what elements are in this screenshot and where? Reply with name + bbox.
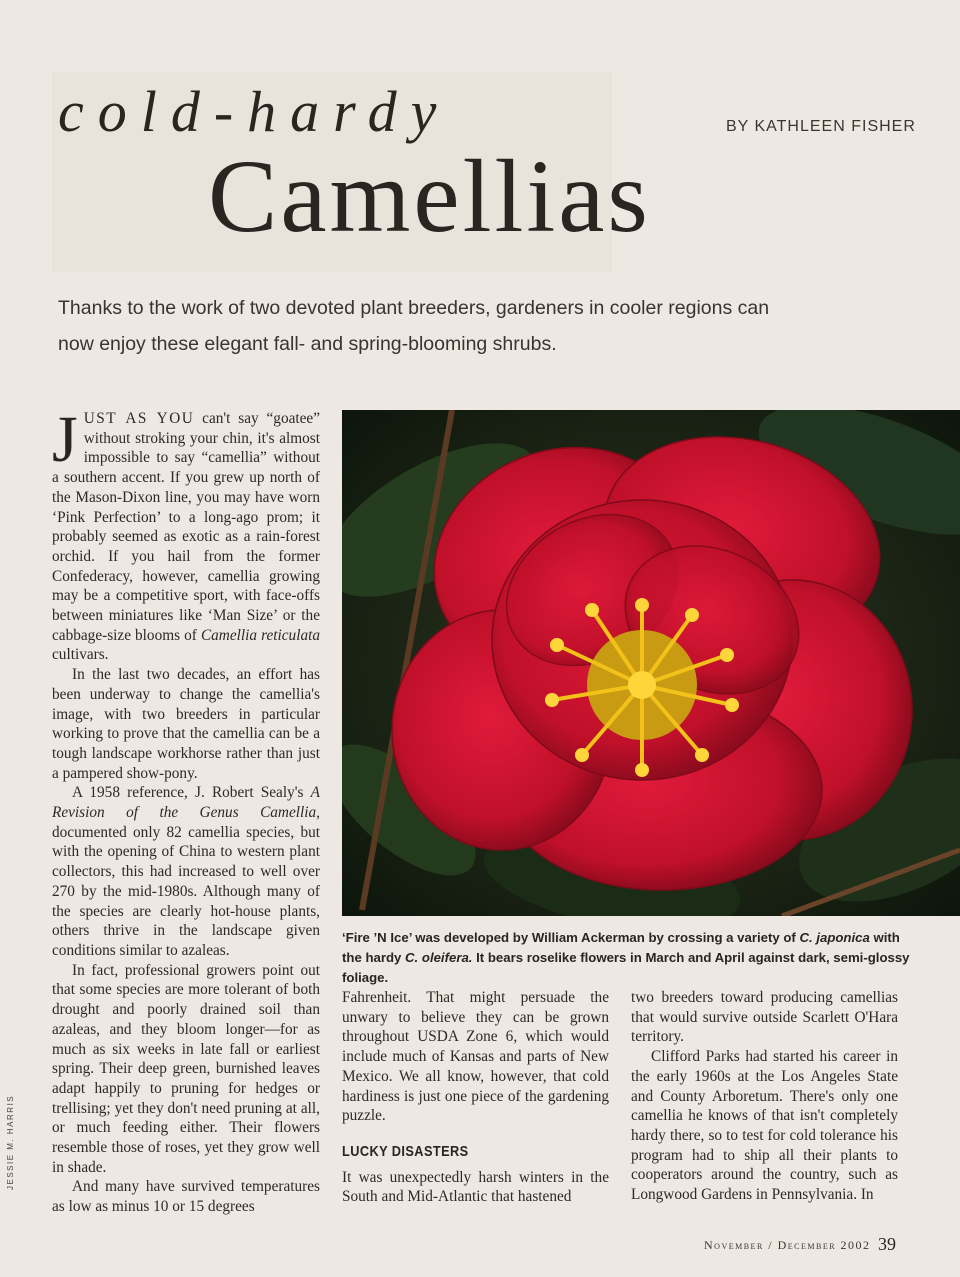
- paragraph-4: In fact, professional growers point out that some species are more tolerant of both drought and poorly drained soil than azaleas, and they bloom longer—for as much as six weeks in late fall or earliest spring. Their deep green, burnished leaves adapt happily to pruning for hedges or trellising; yet they don't need pruning at all, or much feeding either. Their flowers resemble those of roses, yet they grow well in shade.: [52, 961, 320, 1176]
- photo-credit: JESSIE M. HARRIS: [6, 1094, 15, 1190]
- italic-book-title: A Revision of the Genus Camellia,: [52, 784, 320, 822]
- paragraph-3-rest: documented only 82 camellia species, but with the opening of China to western plant collectors, this had increased to well over 270 by the mid-1980s. Although many of the species are clearly hot-house plants, others thrive in the landscape given conditions similar to azaleas.: [52, 823, 320, 959]
- body-column-3: [631, 988, 898, 1205]
- drop-cap: J: [52, 403, 78, 476]
- body-column-1: [52, 403, 320, 1217]
- paragraph-1-end: cultivars.: [52, 646, 109, 664]
- paragraph-3: [52, 783, 320, 960]
- caption-text-3: It bears roselike flowers in March and April against dark, semi-glossy foliage.: [342, 950, 910, 985]
- column-2-paragraph-1: Fahrenheit. That might persuade the unwary to believe they can be grown throughout USDA Zone 6, which would include much of Kansas and parts of New Mexico. We all know, however, that cold hardiness is just one piece of the gardening puzzle.: [342, 989, 609, 1125]
- column-3-paragraph-2: Clifford Parks had started his career in the early 1960s at the Los Angeles State and County Arboretum. There's only one camellia he knows of that isn't completely hardy there, so to test for cold tolerance his program had to ship all their plants to cooperators around the country, such as Longwood Gardens in Pennsylvania. In: [631, 1048, 898, 1204]
- byline: BY KATHLEEN FISHER: [726, 118, 916, 135]
- caption-text-1: ‘Fire ’N Ice’ was developed by William Ackerman by crossing a variety of: [342, 930, 800, 945]
- article-headline: Camellias: [208, 139, 651, 254]
- lead-in-smallcaps: UST AS YOU: [83, 410, 195, 427]
- column-2-paragraph-2: It was unexpectedly harsh winters in the South and Mid-Atlantic that hastened: [342, 1168, 609, 1206]
- caption-text-2: with the hardy: [342, 930, 900, 965]
- column-3-paragraph-1: two breeders toward producing camellias that would survive outside Scarlett O'Hara territory.: [631, 989, 898, 1046]
- italic-species-name: Camellia reticulata: [200, 626, 320, 644]
- issue-date: November / December 2002: [704, 1238, 871, 1252]
- article-deck: Thanks to the work of two devoted plant breeders, gardeners in cooler regions can now enjoy these elegant fall- and spring-blooming shrubs.: [58, 297, 770, 355]
- article-kicker: cold-hardy: [58, 79, 451, 144]
- camellia-photo: [342, 410, 960, 916]
- page-number: 39: [878, 1234, 896, 1254]
- camellia-flower-illustration: [342, 410, 960, 916]
- caption-italic-1: C. japonica: [799, 930, 870, 945]
- paragraph-2: In the last two decades, an effort has been underway to change the camellia's image, with two breeders in particular working to prove that the camellia can be a tough landscape workhorse rather than just a pampered show-pony.: [52, 666, 320, 782]
- section-subhead: LUCKY DISASTERS: [342, 1142, 469, 1160]
- body-column-2: [342, 988, 609, 1207]
- paragraph-1-text: can't say “goatee” without stroking your chin, it's almost impossible to say “camellia” without a southern accent. If you grew up north of the Mason-Dixon line, you may have worn ‘Pink Perfection’ to a long-ago prom; it probably seemed as exotic as a rain-forest orchid. If you hail from the former Confederacy, however, camellia growing may be a competitive sport, with face-offs between miniatures like ‘Man Size’ or the cabbage-size blooms of: [52, 410, 320, 644]
- paragraph-5: And many have survived temperatures as low as minus 10 or 15 degrees: [52, 1178, 320, 1216]
- caption-italic-2: C. oleifera.: [405, 950, 473, 965]
- paragraph-3-start: A 1958 reference, J. Robert Sealy's: [72, 784, 311, 802]
- photo-caption: [342, 928, 922, 988]
- paragraph-1: [52, 403, 320, 665]
